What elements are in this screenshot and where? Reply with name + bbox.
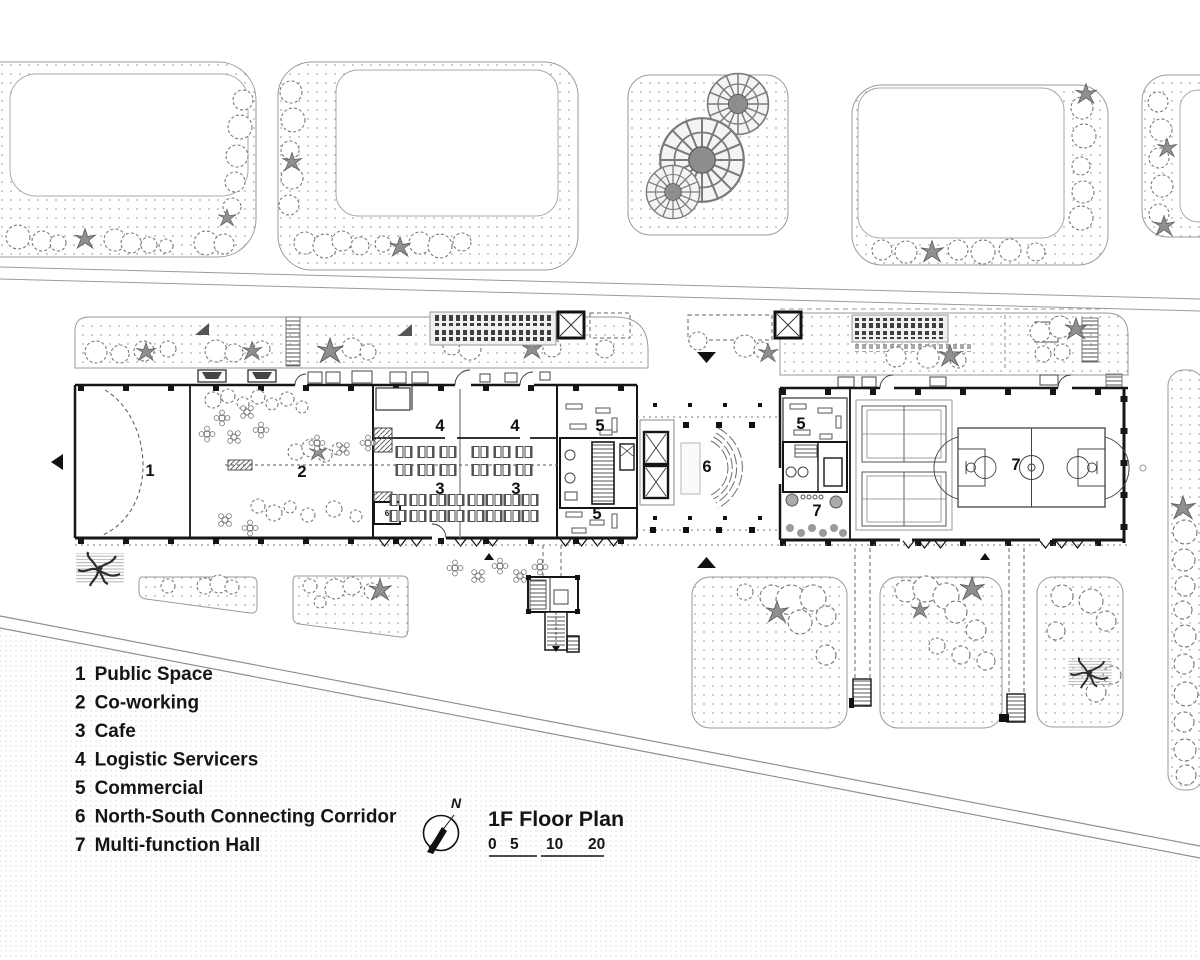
scale-tick-5: 5 (510, 836, 519, 853)
scale-tick-0: 0 (488, 836, 497, 853)
north-strip-west (75, 312, 648, 368)
label-logistic-west: 4 (435, 417, 445, 435)
legend-item-3: 3 Cafe (75, 721, 136, 742)
stair-west (374, 428, 392, 452)
planting-bed-2 (293, 576, 408, 637)
radial-tree (646, 165, 699, 218)
north-road (0, 267, 1200, 311)
bench (248, 370, 276, 382)
label-cafe-east: 3 (511, 480, 521, 498)
city-block-e (1142, 75, 1200, 237)
south-block-3 (1037, 577, 1123, 727)
ramp-stair (286, 317, 300, 366)
existing-tree (76, 552, 124, 586)
label-logistic-east: 4 (510, 417, 520, 435)
stair-core (592, 442, 614, 504)
label-commercial-north: 5 (595, 417, 605, 435)
legend-item-2: 2 Co-working (75, 692, 200, 714)
elevator-north-west (558, 312, 584, 338)
legend-item-7: 7 Multi-function Hall (75, 835, 261, 856)
north-label: N (451, 795, 462, 811)
room-public-space (51, 390, 143, 535)
label-multifunction-lobby: 7 (812, 502, 822, 520)
label-stair-room: 6 (384, 509, 390, 518)
city-block-radial-trees (628, 74, 788, 235)
stair-pavilion (526, 545, 580, 652)
entry-arrow-north (697, 352, 716, 363)
room-commercial-east (783, 398, 847, 442)
label-commercial-south: 5 (592, 505, 602, 523)
bench (198, 370, 226, 382)
drawing-title: 1F Floor Plan (488, 807, 625, 831)
entry-arrow-west (51, 454, 63, 470)
washrooms (783, 442, 847, 492)
label-co-working: 2 (297, 463, 307, 481)
north-strip-east (775, 309, 1128, 375)
east-tree-strip (1168, 370, 1200, 790)
legend-item-1: 1 Public Space (75, 664, 213, 685)
east-wing (776, 375, 1146, 544)
site-north-context (0, 62, 1200, 311)
label-cafe-west: 3 (435, 480, 445, 498)
main-building (51, 309, 1146, 568)
city-block-d (852, 84, 1108, 265)
legend-item-6: 6 North-South Connecting Corridor (75, 806, 397, 828)
facade-band-east (780, 374, 1128, 387)
city-block-a (0, 62, 256, 257)
scale-tick-20: 20 (588, 836, 606, 853)
elevator-north-east (775, 312, 801, 338)
facade-band-west (75, 368, 637, 383)
label-public-space: 1 (145, 462, 155, 480)
label-corridor: 6 (702, 458, 712, 476)
label-multifunction-hall: 7 (1011, 456, 1021, 474)
south-block-1 (692, 577, 847, 728)
scale-tick-10: 10 (546, 836, 564, 853)
existing-tree (1068, 658, 1111, 689)
entry-arrow-south (697, 557, 716, 568)
basketball-court (934, 428, 1129, 507)
city-block-b (278, 62, 578, 270)
label-commercial-east: 5 (796, 415, 806, 433)
legend-item-5: 5 Commercial (75, 778, 204, 799)
rooms-cafe-logistics (374, 385, 538, 524)
planting-bed-1 (139, 575, 257, 613)
legend-item-4: 4 Logistic Servicers (75, 749, 259, 771)
south-block-2 (880, 576, 1002, 728)
stair-north-east (1082, 318, 1098, 362)
badminton-courts (856, 400, 952, 530)
